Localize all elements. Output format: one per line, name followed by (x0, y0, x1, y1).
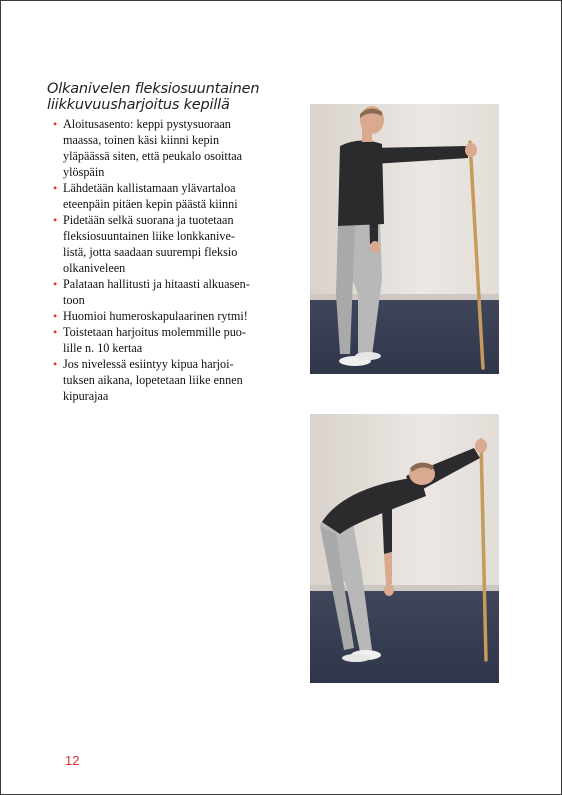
list-item-line: Palataan hallitusti ja hitaasti alkuasen- (63, 277, 250, 291)
list-item-line: toon (63, 293, 85, 307)
list-item (53, 276, 278, 308)
title-line-2: liikkuvuusharjoitus kepillä (47, 97, 230, 113)
list-item-line: fleksiosuuntainen liike lonkkanive- (63, 229, 235, 243)
list-item-line: tuksen aikana, lopetetaan liike ennen (63, 373, 243, 387)
list-item-line: Pidetään selkä suorana ja tuotetaan (63, 213, 234, 227)
exercise-title (47, 81, 297, 113)
list-item-line: eteenpäin pitäen kepin päästä kiinni (63, 197, 238, 211)
list-item-line: Toistetaan harjoitus molemmille puo- (63, 325, 246, 339)
list-item-line: kipurajaa (63, 389, 109, 403)
bullet-icon: • (53, 277, 58, 291)
list-item-line: Huomioi humeroskapulaarinen rytmi! (63, 309, 248, 323)
list-item-line: Lähdetään kallistamaan ylävartaloa (63, 181, 236, 195)
list-item-line: listä, jotta saadaan suurempi fleksio (63, 245, 238, 259)
forward-bend-flexion-photo (310, 414, 499, 683)
bullet-icon: • (53, 181, 58, 195)
list-item (53, 308, 278, 324)
list-item-line: yläpäässä siten, että peukalo osoittaa (63, 149, 243, 163)
list-item-line: Jos nivelessä esiintyy kipua harjoi- (63, 357, 234, 371)
list-item (53, 212, 278, 276)
list-item (53, 356, 278, 404)
list-item (53, 324, 278, 356)
standing-start-position-photo (310, 104, 499, 374)
bullet-icon: • (53, 213, 58, 227)
list-item (53, 180, 278, 212)
page-number: 12 (65, 753, 80, 768)
list-item-line: Aloitusasento: keppi pystysuoraan (63, 117, 231, 131)
list-item-line: lille n. 10 kertaa (63, 341, 143, 355)
bullet-icon: • (53, 325, 58, 339)
list-item-line: maassa, toinen käsi kiinni kepin (63, 133, 220, 147)
title-line-1: Olkanivelen fleksiosuuntainen (47, 81, 260, 97)
bullet-icon: • (53, 309, 58, 323)
list-item-line: olkaniveleen (63, 261, 126, 275)
list-item-line: ylöspäin (63, 165, 105, 179)
instruction-list (53, 116, 278, 404)
bullet-icon: • (53, 117, 58, 131)
bullet-icon: • (53, 357, 58, 371)
list-item (53, 116, 278, 180)
